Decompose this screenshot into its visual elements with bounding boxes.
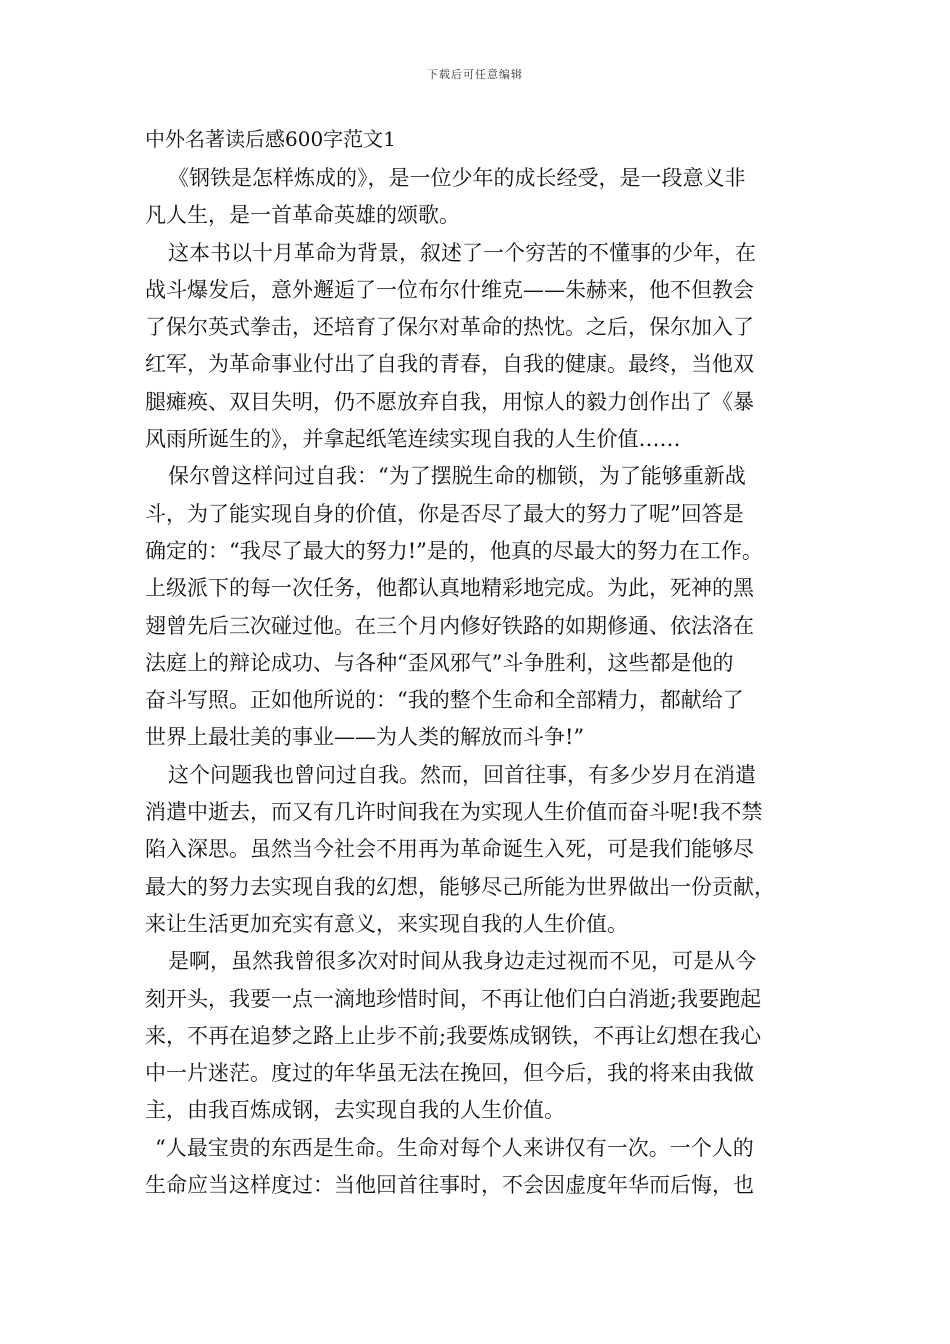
paragraph: [145, 943, 810, 1129]
paragraph: [145, 757, 810, 943]
text-line: 确定的：“我尽了最大的努力!”是的，他真的尽最大的努力在工作。: [145, 538, 763, 563]
text-line: 了保尔英式拳击，还培育了保尔对革命的热忱。之后，保尔加入了: [145, 315, 754, 340]
text-line: 是啊，虽然我曾很多次对时间从我身边走过视而不见，可是从今: [168, 949, 756, 974]
text-line: 最大的努力去实现自我的幻想，能够尽己所能为世界做出一份贡献，: [145, 874, 775, 899]
document-title: 中外名著读后感600字范文1: [145, 127, 396, 151]
text-line: 保尔曾这样问过自我：“为了摆脱生命的枷锁，为了能够重新战: [168, 464, 746, 489]
text-line: 奋斗写照。正如他所说的：“我的整个生命和全部精力，都献给了: [145, 688, 744, 713]
paragraph: [145, 458, 810, 756]
paragraph: [145, 235, 810, 459]
text-line: 生命应当这样度过：当他回首往事时，不会因虚度年华而后悔，也: [145, 1173, 754, 1198]
text-line: 消遣中逝去，而又有几许时间我在为实现人生价值而奋斗呢!我不禁: [145, 800, 763, 825]
text-line: 红军，为革命事业付出了自我的青春，自我的健康。最终，当他双: [145, 352, 754, 377]
text-line: 来，不再在追梦之路上止步不前;我要炼成钢铁，不再让幻想在我心: [145, 1023, 762, 1048]
text-line: 主，由我百炼成钢，去实现自我的人生价值。: [145, 1098, 565, 1123]
text-line: 翅曾先后三次碰过他。在三个月内修好铁路的如期修通、依法洛在: [145, 613, 754, 638]
text-line: 斗，为了能实现自身的价值，你是否尽了最大的努力了呢”回答是: [145, 501, 744, 526]
text-line: 法庭上的辩论成功、与各种“歪风邪气”斗争胜利，这些都是他的: [145, 650, 734, 675]
text-line: 上级派下的每一次任务，他都认真地精彩地完成。为此，死神的黑: [145, 576, 754, 601]
text-line: 陷入深思。虽然当今社会不用再为革命诞生入死，可是我们能够尽: [145, 837, 754, 862]
text-line: 来让生活更加充实有意义，来实现自我的人生价值。: [145, 911, 628, 936]
text-line: 腿瘫痪、双目失明，仍不愿放弃自我，用惊人的毅力创作出了《暴: [145, 389, 754, 414]
text-line: 中一片迷茫。度过的年华虽无法在挽回，但今后，我的将来由我做: [145, 1061, 754, 1086]
text-line: 凡人生，是一首革命英雄的颂歌。: [145, 203, 460, 228]
paragraph: [145, 1130, 810, 1205]
document-body: [145, 122, 810, 1204]
text-line: 《钢铁是怎样炼成的》，是一位少年的成长经受，是一段意义非: [168, 166, 746, 190]
paragraph-list: [145, 160, 810, 1204]
text-line: 战斗爆发后，意外邂逅了一位布尔什维克——朱赫来，他不但教会: [145, 277, 754, 302]
text-line: 风雨所诞生的》，并拿起纸笔连续实现自我的人生价值……: [145, 427, 681, 452]
text-line: 世界上最壮美的事业——为人类的解放而斗争!”: [145, 725, 585, 750]
text-line: 刻开头，我要一点一滴地珍惜时间，不再让他们白白消逝;我要跑起: [145, 986, 762, 1011]
page-header-note: 下载后可任意编辑: [427, 68, 523, 81]
text-line: 这个问题我也曾问过自我。然而，回首往事，有多少岁月在消遣: [168, 762, 756, 787]
text-line: 这本书以十月革命为背景，叙述了一个穷苦的不懂事的少年，在: [168, 240, 756, 265]
paragraph: [145, 160, 810, 235]
text-line: “人最宝贵的东西是生命。生命对每个人来讲仅有一次。一个人的: [155, 1135, 754, 1160]
